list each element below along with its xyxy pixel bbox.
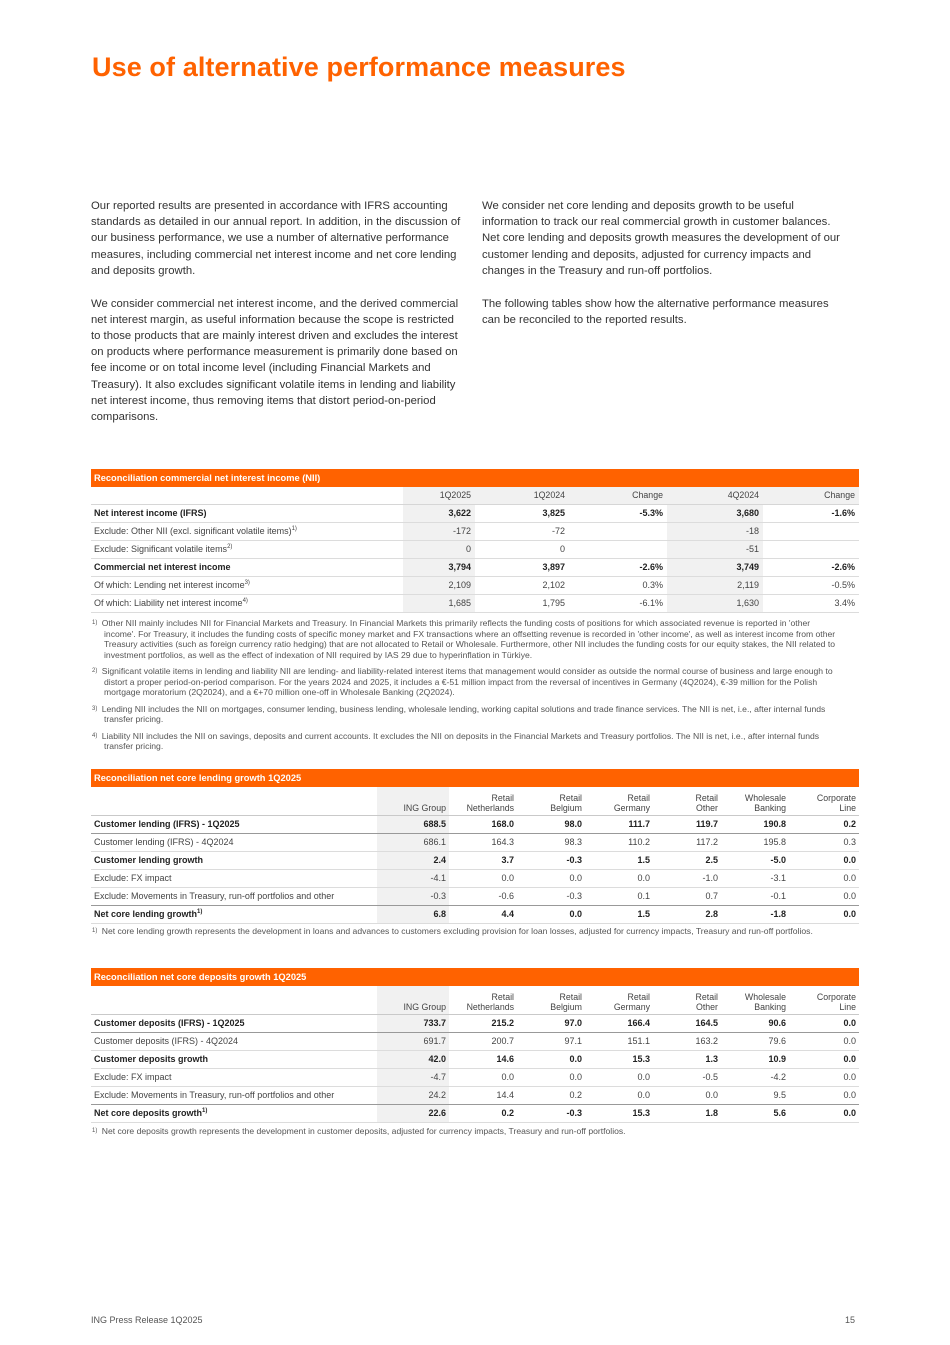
table-cell: 42.0 [377,1050,449,1068]
table-cell: 0.0 [789,1068,859,1086]
table-cell: 3,897 [475,558,569,576]
table-cell: -1.6% [763,504,859,522]
table-cell: 691.7 [377,1032,449,1050]
table-cell: 0.0 [517,905,585,923]
table-row [91,1086,859,1104]
header-bottom-text: Line [839,1001,856,1012]
table-cell: 733.7 [377,1014,449,1032]
table-row [91,815,859,833]
table-cell: 0.0 [517,869,585,887]
footnote-text: Net core deposits growth represents the development in customer deposits, adjusted for currency impacts, Treasury and run-off portfolios. [101,1126,626,1136]
table-cell: 0.1 [585,887,653,905]
table-cell: 0.2 [517,1086,585,1104]
header-cell [721,787,789,815]
header-top-text: Retail [627,792,650,803]
row-label-text: Net core lending growth [94,909,198,919]
intro-paragraph: Our reported results are presented in accordance with IFRS accounting standards as detailed in our annual report. In addition, in the discussion of our business performance, we use a number of alternative performance measures, including commercial net interest income and net core lending and deposits growth. [91,200,461,277]
row-label [91,1086,377,1104]
table-cell: 5.6 [721,1104,789,1122]
footer-doc-name: ING Press Release 1Q2025 [91,1315,203,1325]
table-cell: 6.8 [377,905,449,923]
row-label-text: Customer lending (IFRS) - 1Q2025 [94,819,240,829]
table-cell: 14.4 [449,1086,517,1104]
table-cell [569,522,667,540]
table-row [91,1068,859,1086]
header-bottom-text: Netherlands [466,1001,514,1012]
table-cell: 0 [475,540,569,558]
row-label [91,594,403,612]
header-bottom-text: Germany [613,802,650,813]
table-cell: -6.1% [569,594,667,612]
header-cell [585,787,653,815]
page-title: Use of alternative performance measures [92,52,626,82]
table-cell: 2.8 [653,905,721,923]
table-cell: 0.0 [449,869,517,887]
table-cell: 200.7 [449,1032,517,1050]
header-cell [449,986,517,1014]
header-cell: 1Q2025 [403,487,475,504]
table-cell: 163.2 [653,1032,721,1050]
nii-reconciliation-table [91,469,859,613]
table-row [91,594,859,612]
table-cell: 0.0 [449,1068,517,1086]
header-top-text: Retail [491,991,514,1002]
header-cell: 1Q2024 [475,487,569,504]
table-cell: 111.7 [585,815,653,833]
footnote [92,731,842,752]
header-cell: Change [569,487,667,504]
table-cell: -4.2 [721,1068,789,1086]
footnote-number: 1) [92,620,98,626]
table-cell: 1.5 [585,905,653,923]
table-cell: 0 [403,540,475,558]
footnote-number: 1) [92,1128,98,1134]
table-row [91,540,859,558]
table-cell: -1.0 [653,869,721,887]
table-cell: 3.7 [449,851,517,869]
table-cell: -3.1 [721,869,789,887]
row-label-text: Exclude: Movements in Treasury, run-off portfolios and other [94,1090,335,1100]
header-bottom-text: Line [839,802,856,813]
table-cell: -0.3 [517,887,585,905]
table-cell: 151.1 [585,1032,653,1050]
table-cell: 1.5 [585,851,653,869]
table-row [91,576,859,594]
table-cell: 3,825 [475,504,569,522]
table-row [91,869,859,887]
table-cell: -0.3 [517,851,585,869]
row-label [91,833,377,851]
table-cell: 2,102 [475,576,569,594]
header-bottom-text: ING Group [403,802,446,813]
lending-header-row [91,787,859,815]
footnote [92,666,842,698]
header-bottom-text: Banking [754,802,786,813]
row-label [91,1032,377,1050]
intro-right-column [482,198,842,344]
nii-header-row [91,487,859,504]
header-cell [91,787,377,815]
header-cell: 4Q2024 [667,487,763,504]
row-label [91,1014,377,1032]
header-top-text: Retail [491,792,514,803]
footnote-text: Liability NII includes the NII on savings, deposits and current accounts. It excludes the NII on deposits in the Financial Markets and Treasury portfolios. The NII is net, i.e., after internal funds transfer pricing. [101,730,820,751]
table-cell: 3,680 [667,504,763,522]
row-label-text: Commercial net interest income [94,562,231,572]
header-cell [517,787,585,815]
table-row [91,1014,859,1032]
row-label-text: Customer lending growth [94,855,203,865]
table-cell: 97.1 [517,1032,585,1050]
header-cell [449,787,517,815]
row-label [91,576,403,594]
table-cell: 0.2 [789,815,859,833]
footnote-number: 2) [92,668,98,674]
header-cell: Change [763,487,859,504]
table-cell: 79.6 [721,1032,789,1050]
row-label-text: Net interest income (IFRS) [94,508,207,518]
footnote [92,704,842,725]
table-cell: -0.5 [653,1068,721,1086]
table-cell: 117.2 [653,833,721,851]
table-cell: 0.0 [653,1086,721,1104]
header-cell [721,986,789,1014]
header-bottom-text: Netherlands [466,802,514,813]
table-row [91,1032,859,1050]
table-cell: -72 [475,522,569,540]
table-cell: 98.3 [517,833,585,851]
table-cell: -0.5% [763,576,859,594]
table-cell: 1.8 [653,1104,721,1122]
table-cell: 2,109 [403,576,475,594]
row-label [91,504,403,522]
header-bottom-text: Other [695,1001,718,1012]
row-label-text: Customer deposits (IFRS) - 4Q2024 [94,1036,239,1046]
table-cell: -5.3% [569,504,667,522]
footnote-number: 1) [92,928,98,934]
table-cell [763,522,859,540]
table-cell: 0.0 [789,851,859,869]
footnote-ref: 2) [227,544,233,550]
table-row [91,522,859,540]
row-label-text: Customer deposits (IFRS) - 1Q2025 [94,1018,245,1028]
header-top-text: Corporate [816,792,856,803]
table-cell: 168.0 [449,815,517,833]
row-label-text: Of which: Liability net interest income [94,598,243,608]
table-cell: 0.0 [789,1104,859,1122]
table-cell: -4.7 [377,1068,449,1086]
table-cell: 119.7 [653,815,721,833]
table-cell: 215.2 [449,1014,517,1032]
table-cell: -2.6% [569,558,667,576]
table-cell: 97.0 [517,1014,585,1032]
table-cell: 0.3 [789,833,859,851]
header-cell [789,986,859,1014]
footnote-ref: 1) [202,1108,208,1114]
header-cell [91,986,377,1014]
footnote-text: Other NII mainly includes NII for Financial Markets and Treasury. In Financial Markets this primarily reflects the funding costs of positions for which associated revenue is reported in 'other income'. For Treasury, it includes the funding costs of specific money market and FX transactions where an offsetting revenue is recorded in 'other income', as well as interest income from other Treasury activities (such as foreign currency ratio hedging) that are not allocated to Retail or Wholesale. Furthermore, other NII includes the funding costs for our equity stakes, the NII related to investment portfolios, as well as the effect of indexation of NII required by IAS 29 due to hyperinflation in Türkiye. [101,618,836,660]
row-label [91,522,403,540]
header-bottom-text: ING Group [403,1001,446,1012]
header-bottom-text: Other [695,802,718,813]
lending-reconciliation-table [91,769,859,924]
header-cell [653,787,721,815]
deposits-table-title: Reconciliation net core deposits growth 1Q2025 [91,968,859,986]
header-top-text: Wholesale [744,792,786,803]
row-label-text: Of which: Lending net interest income [94,580,245,590]
row-label-text: Customer deposits growth [94,1054,209,1064]
header-top-text: Retail [695,991,718,1002]
row-label-text: Exclude: Movements in Treasury, run-off portfolios and other [94,891,335,901]
nii-footnotes [92,618,842,758]
table-cell: 3,749 [667,558,763,576]
footnote-text: Lending NII includes the NII on mortgages, consumer lending, business lending, wholesale lending, working capital solutions and trade finance services. The NII is net, i.e., after internal funds transfer pricing. [101,703,826,724]
table-row [91,504,859,522]
header-cell [653,986,721,1014]
row-label [91,815,377,833]
table-cell: 10.9 [721,1050,789,1068]
header-top-text: Retail [559,792,582,803]
footnote-ref: 1) [197,909,203,915]
table-cell: 1,795 [475,594,569,612]
header-cell [585,986,653,1014]
table-cell: 1,630 [667,594,763,612]
row-label [91,869,377,887]
table-cell: 98.0 [517,815,585,833]
header-cell [789,787,859,815]
row-label [91,851,377,869]
table-cell: -0.1 [721,887,789,905]
table-cell: 0.0 [585,869,653,887]
header-cell [377,986,449,1014]
row-label [91,1068,377,1086]
table-row [91,558,859,576]
intro-left-column [91,198,463,442]
table-row [91,887,859,905]
table-cell: 14.6 [449,1050,517,1068]
table-cell [569,540,667,558]
row-label [91,540,403,558]
footnote-number: 4) [92,732,98,739]
footnote [92,618,842,660]
row-label-text: Exclude: Other NII (excl. significant volatile items) [94,526,292,536]
table-cell: 0.0 [789,1014,859,1032]
table-row [91,833,859,851]
table-cell: 90.6 [721,1014,789,1032]
table-cell: 0.0 [789,1050,859,1068]
table-cell: 0.2 [449,1104,517,1122]
intro-paragraph: The following tables show how the alternative performance measures can be reconciled to the reported results. [482,297,829,326]
footnote-ref: 1) [291,526,297,532]
intro-paragraph: We consider commercial net interest income, and the derived commercial net interest margin, as useful information because the scope is restricted to those products that are mainly interest driven and excludes the interest on products where performance measurement is primarily done based on fee income or on total income level (including Financial Markets and Treasury). It also excludes significant volatile items in lending and liability net interest income, thus removing items that distort period-on-period comparisons. [91,297,459,423]
table-cell: -0.6 [449,887,517,905]
table-cell: 164.3 [449,833,517,851]
table-cell: 0.0 [517,1050,585,1068]
header-bottom-text: Banking [754,1001,786,1012]
intro-paragraph: We consider net core lending and deposits growth to be useful information to track our real commercial growth in customer balances. Net core lending and deposits growth measures the development of our customer lending and deposits, adjusted for currency impacts and changes in the Treasury and run-off portfolios. [482,200,840,277]
table-cell: 3,622 [403,504,475,522]
row-label [91,558,403,576]
table-row [91,851,859,869]
footnote-number: 3) [92,705,98,712]
table-cell: 2.4 [377,851,449,869]
table-cell: 0.0 [789,869,859,887]
table-cell: -51 [667,540,763,558]
table-row [91,905,859,923]
table-cell: 4.4 [449,905,517,923]
header-top-text: Retail [627,991,650,1002]
header-cell [91,487,403,504]
nii-table-title: Reconciliation commercial net interest income (NII) [91,469,859,487]
row-label [91,1050,377,1068]
row-label-text: Customer lending (IFRS) - 4Q2024 [94,837,234,847]
header-bottom-text: Belgium [550,802,582,813]
header-cell [377,787,449,815]
header-top-text: Retail [695,792,718,803]
header-cell [517,986,585,1014]
table-cell: -172 [403,522,475,540]
header-bottom-text: Germany [613,1001,650,1012]
table-cell: 24.2 [377,1086,449,1104]
table-cell: 0.0 [585,1068,653,1086]
table-cell: 688.5 [377,815,449,833]
table-cell: 0.0 [789,887,859,905]
table-cell: -2.6% [763,558,859,576]
table-cell: 0.7 [653,887,721,905]
deposits-footnote [92,1126,842,1143]
table-cell: 0.0 [789,1086,859,1104]
table-cell: 15.3 [585,1104,653,1122]
table-cell: 164.5 [653,1014,721,1032]
lending-table-title: Reconciliation net core lending growth 1Q2025 [91,769,859,787]
table-cell: -1.8 [721,905,789,923]
page-number: 15 [845,1315,856,1325]
footnote-ref: 3) [244,580,250,586]
lending-footnote [92,926,842,943]
header-top-text: Retail [559,991,582,1002]
row-label [91,905,377,923]
table-cell: -0.3 [377,887,449,905]
table-cell: 2.5 [653,851,721,869]
table-cell: 9.5 [721,1086,789,1104]
footnote-text: Significant volatile items in lending and liability NII are lending- and liability-related interest items that management would consider as outside the normal course of business and large enough to distort a proper period-on-period comparison. For the years 2024 and 2025, it includes a €-51 million impact from the reversal of incentives in Germany (4Q2024), €-39 million for the Polish mortgage moratorium (2Q2024), and a €+70 million one-off in Wholesale Banking (2Q2024). [101,666,833,697]
table-cell: 3.4% [763,594,859,612]
table-cell: 0.3% [569,576,667,594]
row-label [91,1104,377,1122]
row-label-text: Exclude: FX impact [94,873,172,883]
table-cell [763,540,859,558]
table-cell: 1.3 [653,1050,721,1068]
header-top-text: Corporate [816,991,856,1002]
row-label-text: Net core deposits growth [94,1108,203,1118]
table-cell: 1,685 [403,594,475,612]
table-cell: 166.4 [585,1014,653,1032]
table-cell: 110.2 [585,833,653,851]
table-cell: 15.3 [585,1050,653,1068]
table-cell: 22.6 [377,1104,449,1122]
table-cell: 3,794 [403,558,475,576]
table-cell: -4.1 [377,869,449,887]
table-cell: 0.0 [789,905,859,923]
table-cell: 0.0 [789,1032,859,1050]
table-cell: 2,119 [667,576,763,594]
footnote-ref: 4) [242,598,248,604]
row-label-text: Exclude: FX impact [94,1072,172,1082]
table-cell: -18 [667,522,763,540]
footnote-text: Net core lending growth represents the development in loans and advances to customers excluding provision for loan losses, adjusted for currency impacts, Treasury and run-off portfolios. [101,926,813,936]
table-cell: -5.0 [721,851,789,869]
deposits-reconciliation-table [91,968,859,1123]
row-label-text: Exclude: Significant volatile items [94,544,228,554]
table-cell: 190.8 [721,815,789,833]
table-cell: 0.0 [517,1068,585,1086]
table-row [91,1050,859,1068]
table-cell: 195.8 [721,833,789,851]
table-cell: 0.0 [585,1086,653,1104]
deposits-header-row [91,986,859,1014]
table-row [91,1104,859,1122]
table-cell: 686.1 [377,833,449,851]
table-cell: -0.3 [517,1104,585,1122]
row-label [91,887,377,905]
header-top-text: Wholesale [744,991,786,1002]
header-bottom-text: Belgium [550,1001,582,1012]
